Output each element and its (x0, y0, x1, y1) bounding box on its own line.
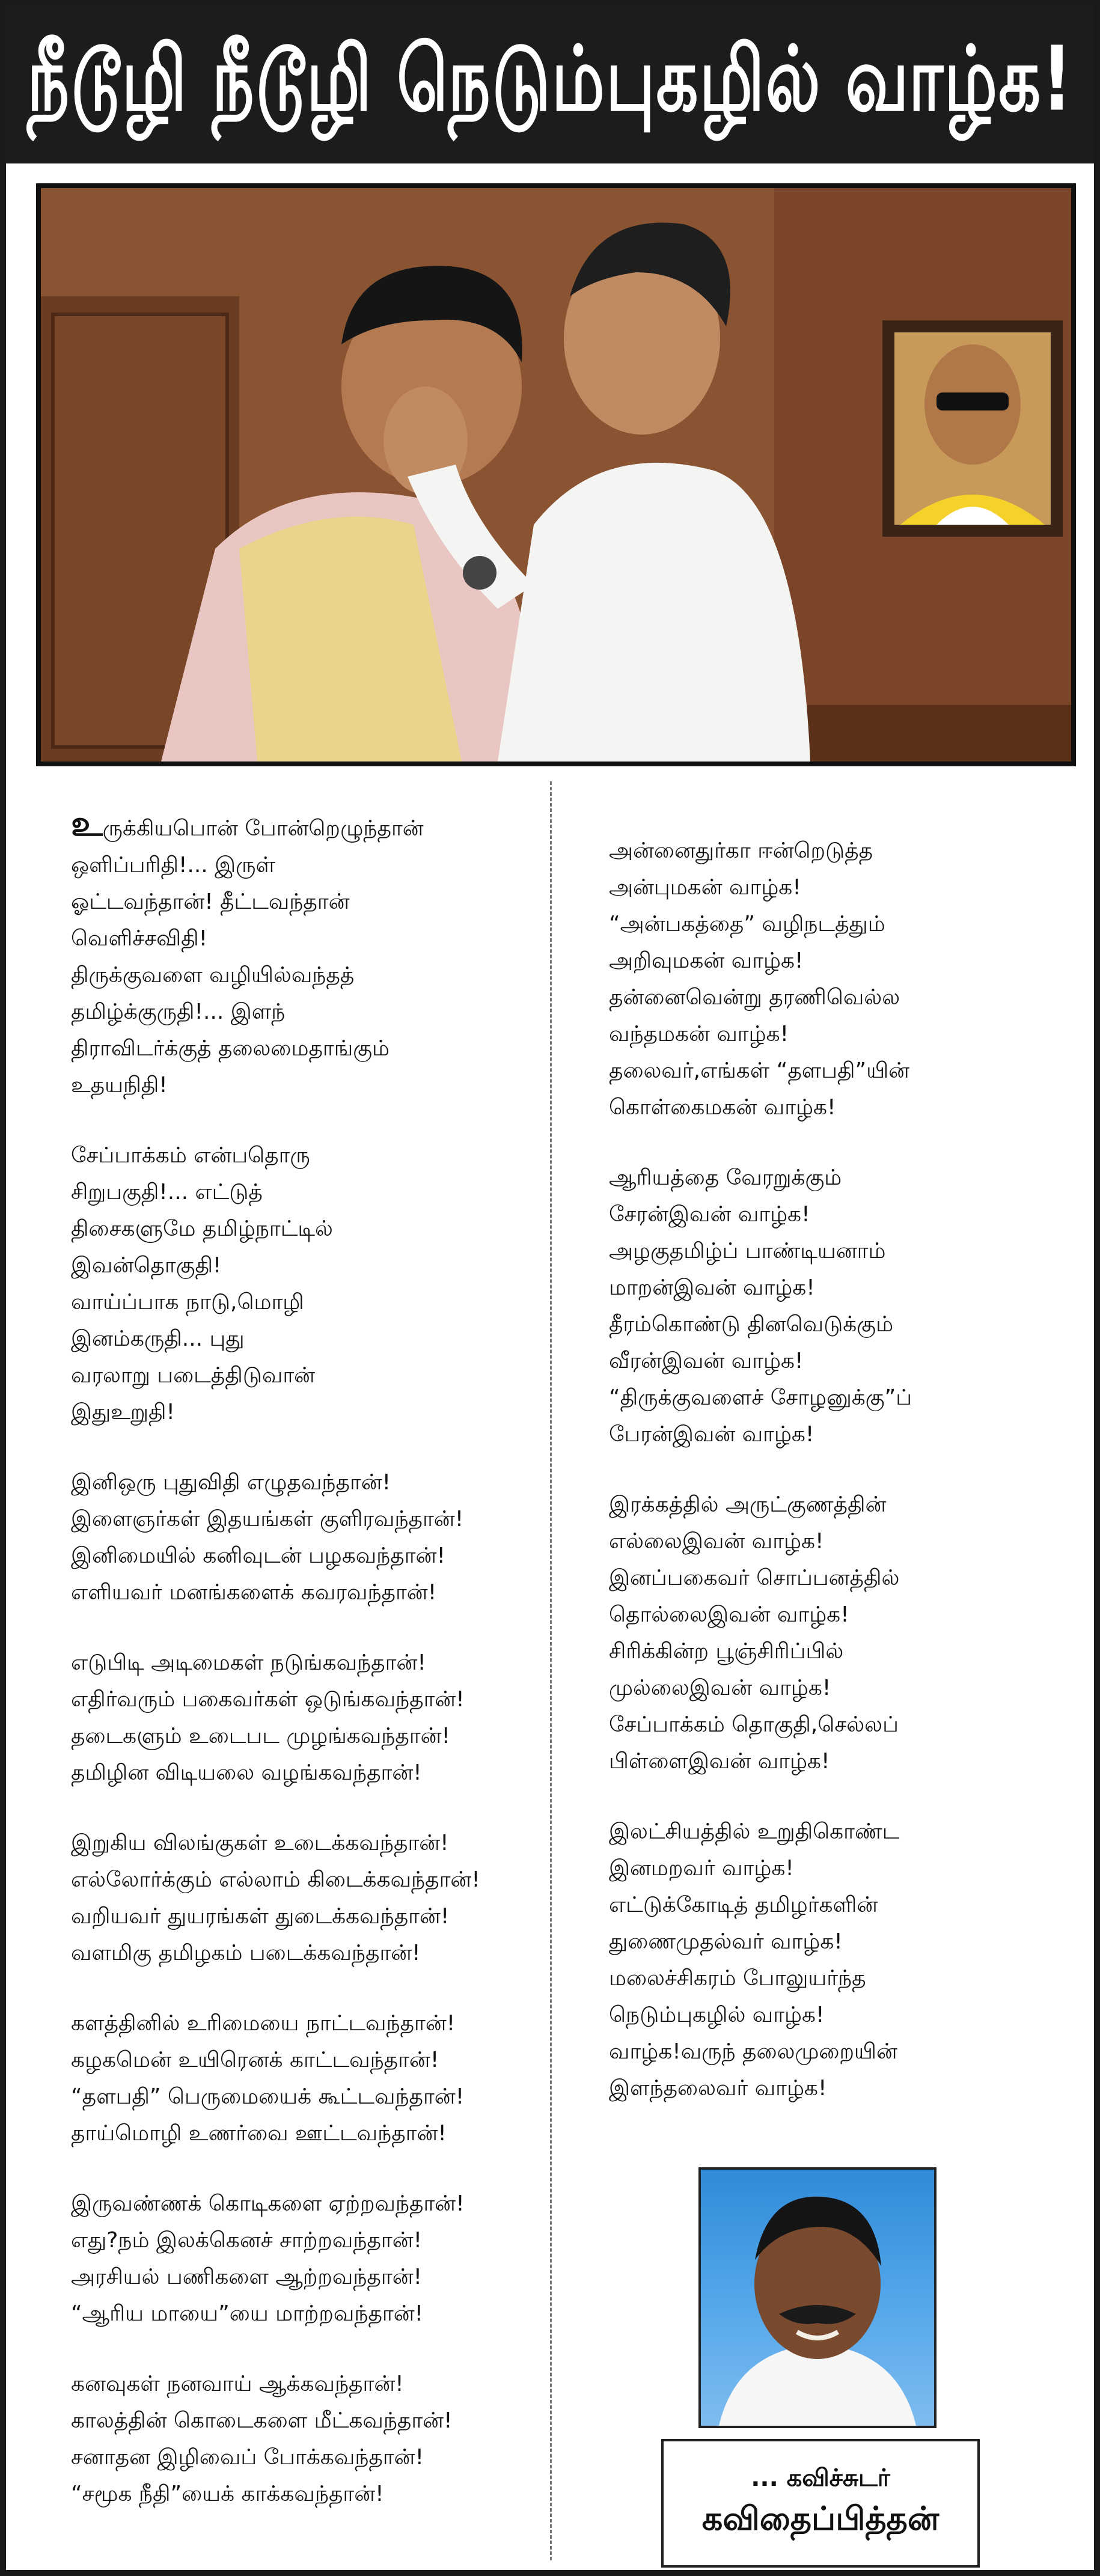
poem-left-column (71, 805, 540, 2546)
poem-line-text: தன்னைவென்று தரணிவெல்ல (609, 985, 900, 1010)
poem-stanza (609, 832, 1066, 1126)
poem-line (609, 1887, 1066, 1923)
poem-line (609, 1269, 1066, 1306)
poem-line-text: தமிழின விடியலை வழங்கவந்தான்! (71, 1760, 422, 1785)
poem-line (71, 1825, 540, 1861)
poem-stanza (71, 1644, 540, 1791)
poem-line (609, 1633, 1066, 1670)
poem-line-text: தமிழ்க்குருதி!... இளந் (71, 1000, 286, 1024)
poem-line (609, 1306, 1066, 1343)
poem-line-text: வறியவர் துயரங்கள் துடைக்கவந்தான்! (71, 1904, 450, 1929)
poem-line (71, 2295, 540, 2332)
poem-line (71, 1357, 540, 1394)
poem-line-text: வந்தமகன் வாழ்க! (609, 1022, 789, 1046)
poem-line-text: எட்டுக்கோடித் தமிழர்களின் (609, 1893, 878, 1917)
main-photo (36, 183, 1076, 766)
poem-line-text: அழகுதமிழ்ப் பாண்டியனாம் (609, 1239, 886, 1263)
poem-line (71, 2259, 540, 2295)
poem-line (71, 1137, 540, 1174)
poem-line (71, 2042, 540, 2078)
poem-line (71, 2185, 540, 2222)
poem-stanza (71, 2366, 540, 2512)
poem-line-text: வளமிகு தமிழகம் படைக்கவந்தான்! (71, 1941, 421, 1965)
poem-line-text: வாழ்க!வருந் தலைமுறையின் (609, 2039, 897, 2064)
main-photo-illustration (41, 188, 1071, 762)
poem-line (609, 1159, 1066, 1196)
poem-line (71, 805, 540, 847)
poem-line (609, 1233, 1066, 1269)
poem-line-text: நெடும்புகழில் வாழ்க! (609, 2003, 825, 2027)
poem-line (71, 2078, 540, 2115)
poem-line (609, 1486, 1066, 1523)
poem-line (609, 2070, 1066, 2107)
poem-stanza (71, 1137, 540, 1430)
author-photo (698, 2167, 937, 2428)
poem-right-column (609, 832, 1066, 2140)
poem-line-text: இளைஞர்கள் இதயங்கள் குளிரவந்தான்! (71, 1507, 464, 1531)
poem-line-text: சனாதன இழிவைப் போக்கவந்தான்! (71, 2445, 424, 2470)
poem-line-text: இனம்கருதி... புது (71, 1326, 245, 1351)
poem-line (609, 1813, 1066, 1850)
poem-line-text: எது?நம் இலக்கெனச் சாற்றவந்தான்! (71, 2228, 423, 2253)
poem-line (71, 1284, 540, 1320)
poem-line (71, 2366, 540, 2402)
poem-line-text: இருவண்ணக் கொடிகளை ஏற்றவந்தான்! (71, 2191, 465, 2216)
poem-line (609, 1997, 1066, 2033)
poem-line (609, 1016, 1066, 1052)
poem-line-text: “தளபதி” பெருமையைக் கூட்டவந்தான்! (71, 2084, 465, 2109)
poem-line (71, 1898, 540, 1935)
poem-stanza (71, 1464, 540, 1611)
poem-line-text: கொள்கைமகன் வாழ்க! (609, 1095, 836, 1120)
poem-line-text: அன்னைதுர்கா ஈன்றெடுத்த (609, 838, 873, 863)
poem-line (609, 1416, 1066, 1453)
poem-line (71, 1644, 540, 1681)
poem-stanza (71, 805, 540, 1103)
poem-line (609, 979, 1066, 1016)
poem-line (609, 832, 1066, 869)
poem-stanza (609, 1813, 1066, 2107)
poem-line-text: எளியவர் மனங்களைக் கவரவந்தான்! (71, 1580, 437, 1605)
poem-line-text: தாய்மொழி உணர்வை ஊட்டவந்தான்! (71, 2121, 447, 2146)
poem-line (71, 1681, 540, 1718)
poem-line-text: இனப்பகைவர் சொப்பனத்தில் (609, 1566, 900, 1590)
poem-line (71, 957, 540, 993)
poem-line-text: களத்தினில் உரிமையை நாட்டவந்தான்! (71, 2011, 456, 2036)
poem-dropcap: உ (71, 803, 103, 844)
byline-title: ... கவிச்சுடர் (751, 2464, 890, 2492)
poem-line (71, 847, 540, 884)
poem-line (609, 1523, 1066, 1560)
poem-line (609, 1343, 1066, 1379)
poem-line (609, 1706, 1066, 1743)
poem-line (71, 993, 540, 1030)
poem-line-text: முல்லைஇவன் வாழ்க! (609, 1676, 831, 1700)
poem-line (609, 906, 1066, 942)
poem-line (609, 1089, 1066, 1126)
poem-line (609, 1379, 1066, 1416)
poem-line-text: எல்லைஇவன் வாழ்க! (609, 1529, 824, 1554)
poem-line (609, 869, 1066, 906)
poem-line (71, 1394, 540, 1430)
poem-line-text: இரக்கத்தில் அருட்குணத்தின் (609, 1492, 887, 1517)
poem-line-text: ருக்கியபொன் போன்றெழுந்தான் (102, 816, 424, 841)
poem-line (71, 1320, 540, 1357)
poem-line-text: காலத்தின் கொடைகளை மீட்கவந்தான்! (71, 2408, 453, 2433)
poem-line-text: தடைகளும் உடைபட முழங்கவந்தான்! (71, 1724, 450, 1748)
poem-line (71, 2115, 540, 2152)
poem-line-text: ஓட்டவந்தான்! தீட்டவந்தான் (71, 890, 350, 914)
poem-line (71, 1030, 540, 1067)
poem-line-text: வெளிச்சவிதி! (71, 926, 208, 951)
poem-line (71, 1754, 540, 1791)
poem-line (609, 942, 1066, 979)
poem-line-text: இலட்சியத்தில் உறுதிகொண்ட (609, 1819, 900, 1844)
poem-line (609, 1596, 1066, 1633)
poem-line (71, 884, 540, 920)
poem-stanza (71, 1825, 540, 1971)
poem-line-text: தீரம்கொண்டு தினவெடுக்கும் (609, 1312, 894, 1337)
poem-line-text: சேரன்இவன் வாழ்க! (609, 1202, 810, 1227)
poem-line (71, 1935, 540, 1971)
poem-line-text: இறுகிய விலங்குகள் உடைக்கவந்தான்! (71, 1831, 449, 1855)
poem-line (609, 1850, 1066, 1887)
poem-line (609, 2033, 1066, 2070)
poem-line-text: அன்புமகன் வாழ்க! (609, 875, 801, 900)
poem-line (71, 1574, 540, 1611)
poem-line (71, 2476, 540, 2512)
poem-line-text: உதயநிதி! (71, 1073, 168, 1097)
poem-line (71, 1247, 540, 1284)
poem-line (71, 1861, 540, 1898)
poem-line-text: எல்லோர்க்கும் எல்லாம் கிடைக்கவந்தான்! (71, 1867, 480, 1892)
poem-line (71, 1210, 540, 1247)
poem-line-text: பிள்ளைஇவன் வாழ்க! (609, 1749, 830, 1774)
poem-line-text: கழகமென் உயிரெனக் காட்டவந்தான்! (71, 2048, 439, 2072)
poem-line-text: “அன்பகத்தை” வழிநடத்தும் (609, 912, 885, 936)
headline: நீடூழி நீடூழி நெடும்புகழில் வாழ்க! (26, 26, 1074, 131)
poem-line (609, 1560, 1066, 1596)
poem-line-text: இளந்தலைவர் வாழ்க! (609, 2076, 827, 2101)
poem-line (71, 1174, 540, 1210)
poem-line-text: ஆரியத்தை வேரறுக்கும் (609, 1165, 842, 1190)
poem-line-text: வரலாறு படைத்திடுவான் (71, 1363, 316, 1388)
poem-line-text: இவன்தொகுதி! (71, 1253, 222, 1278)
poem-stanza (71, 2005, 540, 2152)
poem-line (71, 1718, 540, 1754)
poem-line-text: வீரன்இவன் வாழ்க! (609, 1349, 804, 1373)
column-divider (550, 781, 552, 2560)
poem-line (71, 2439, 540, 2476)
poem-line-text: பேரன்இவன் வாழ்க! (609, 1422, 814, 1447)
poem-line-text: மாறன்இவன் வாழ்க! (609, 1275, 815, 1300)
poem-stanza (609, 1486, 1066, 1780)
poem-line-text: “ஆரிய மாயை”யை மாற்றவந்தான்! (71, 2301, 424, 2326)
byline-box (661, 2439, 980, 2568)
poem-line-text: கனவுகள் நனவாய் ஆக்கவந்தான்! (71, 2372, 404, 2396)
poem-line (71, 1501, 540, 1537)
poem-line-text: சிறுபகுதி!... எட்டுத் (71, 1180, 263, 1204)
poem-line-text: அறிவுமகன் வாழ்க! (609, 948, 804, 973)
poem-line-text: எடுபிடி அடிமைகள் நடுங்கவந்தான்! (71, 1650, 426, 1675)
poem-line (71, 2005, 540, 2042)
headline-bar (6, 6, 1094, 163)
poem-line (71, 920, 540, 957)
poem-line (71, 2402, 540, 2439)
poem-line-text: “திருக்குவளைச் சோழனுக்கு”ப் (609, 1385, 912, 1410)
poem-line-text: சேப்பாக்கம் தொகுதி,செல்லப் (609, 1712, 899, 1737)
poem-line-text: அரசியல் பணிகளை ஆற்றவந்தான்! (71, 2265, 423, 2289)
poem-line-text: சிரிக்கின்ற பூஞ்சிரிப்பில் (609, 1639, 844, 1664)
poem-line-text: தொல்லைஇவன் வாழ்க! (609, 1602, 849, 1627)
poem-stanza (609, 1159, 1066, 1453)
poem-line-text: திருக்குவளை வழியில்வந்தத் (71, 963, 355, 987)
poem-line-text: தலைவர்,எங்கள் “தளபதி”யின் (609, 1058, 910, 1083)
poem-line-text: திராவிடர்க்குத் தலைமைதாங்கும் (71, 1036, 390, 1061)
poem-line-text: இனிமையில் கனிவுடன் பழகவந்தான்! (71, 1543, 445, 1568)
author-portrait-illustration (701, 2170, 934, 2426)
poem-line-text: சேப்பாக்கம் என்பதொரு (71, 1143, 310, 1168)
poem-line (609, 1923, 1066, 1960)
poem-line (71, 1067, 540, 1103)
poem-line (609, 1052, 1066, 1089)
poem-line-text: துணைமுதல்வர் வாழ்க! (609, 1929, 843, 1954)
poem-line-text: இனிஒரு புதுவிதி எழுதவந்தான்! (71, 1470, 391, 1495)
poem-line (71, 1537, 540, 1574)
poem-line-text: எதிர்வரும் பகைவர்கள் ஒடுங்கவந்தான்! (71, 1687, 465, 1712)
poem-line-text: இனமறவர் வாழ்க! (609, 1856, 794, 1881)
poem-line (609, 1670, 1066, 1706)
poem-line-text: வாய்ப்பாக நாடு,மொழி (71, 1290, 304, 1314)
poem-line (609, 1960, 1066, 1997)
poem-line-text: “சமூக நீதி”யைக் காக்கவந்தான்! (71, 2482, 384, 2506)
poem-line-text: இதுஉறுதி! (71, 1400, 175, 1424)
poem-stanza (71, 2185, 540, 2332)
byline-name: கவிதைப்பித்தன் (701, 2500, 940, 2538)
poem-line-text: திசைகளுமே தமிழ்நாட்டில் (71, 1216, 333, 1241)
poem-line (609, 1743, 1066, 1780)
poem-line (71, 1464, 540, 1501)
poem-line-text: மலைச்சிகரம் போலுயர்ந்த (609, 1966, 866, 1991)
poem-line-text: ஒளிப்பரிதி!... இருள் (71, 853, 276, 877)
poem-line (609, 1196, 1066, 1233)
poem-line (71, 2222, 540, 2259)
